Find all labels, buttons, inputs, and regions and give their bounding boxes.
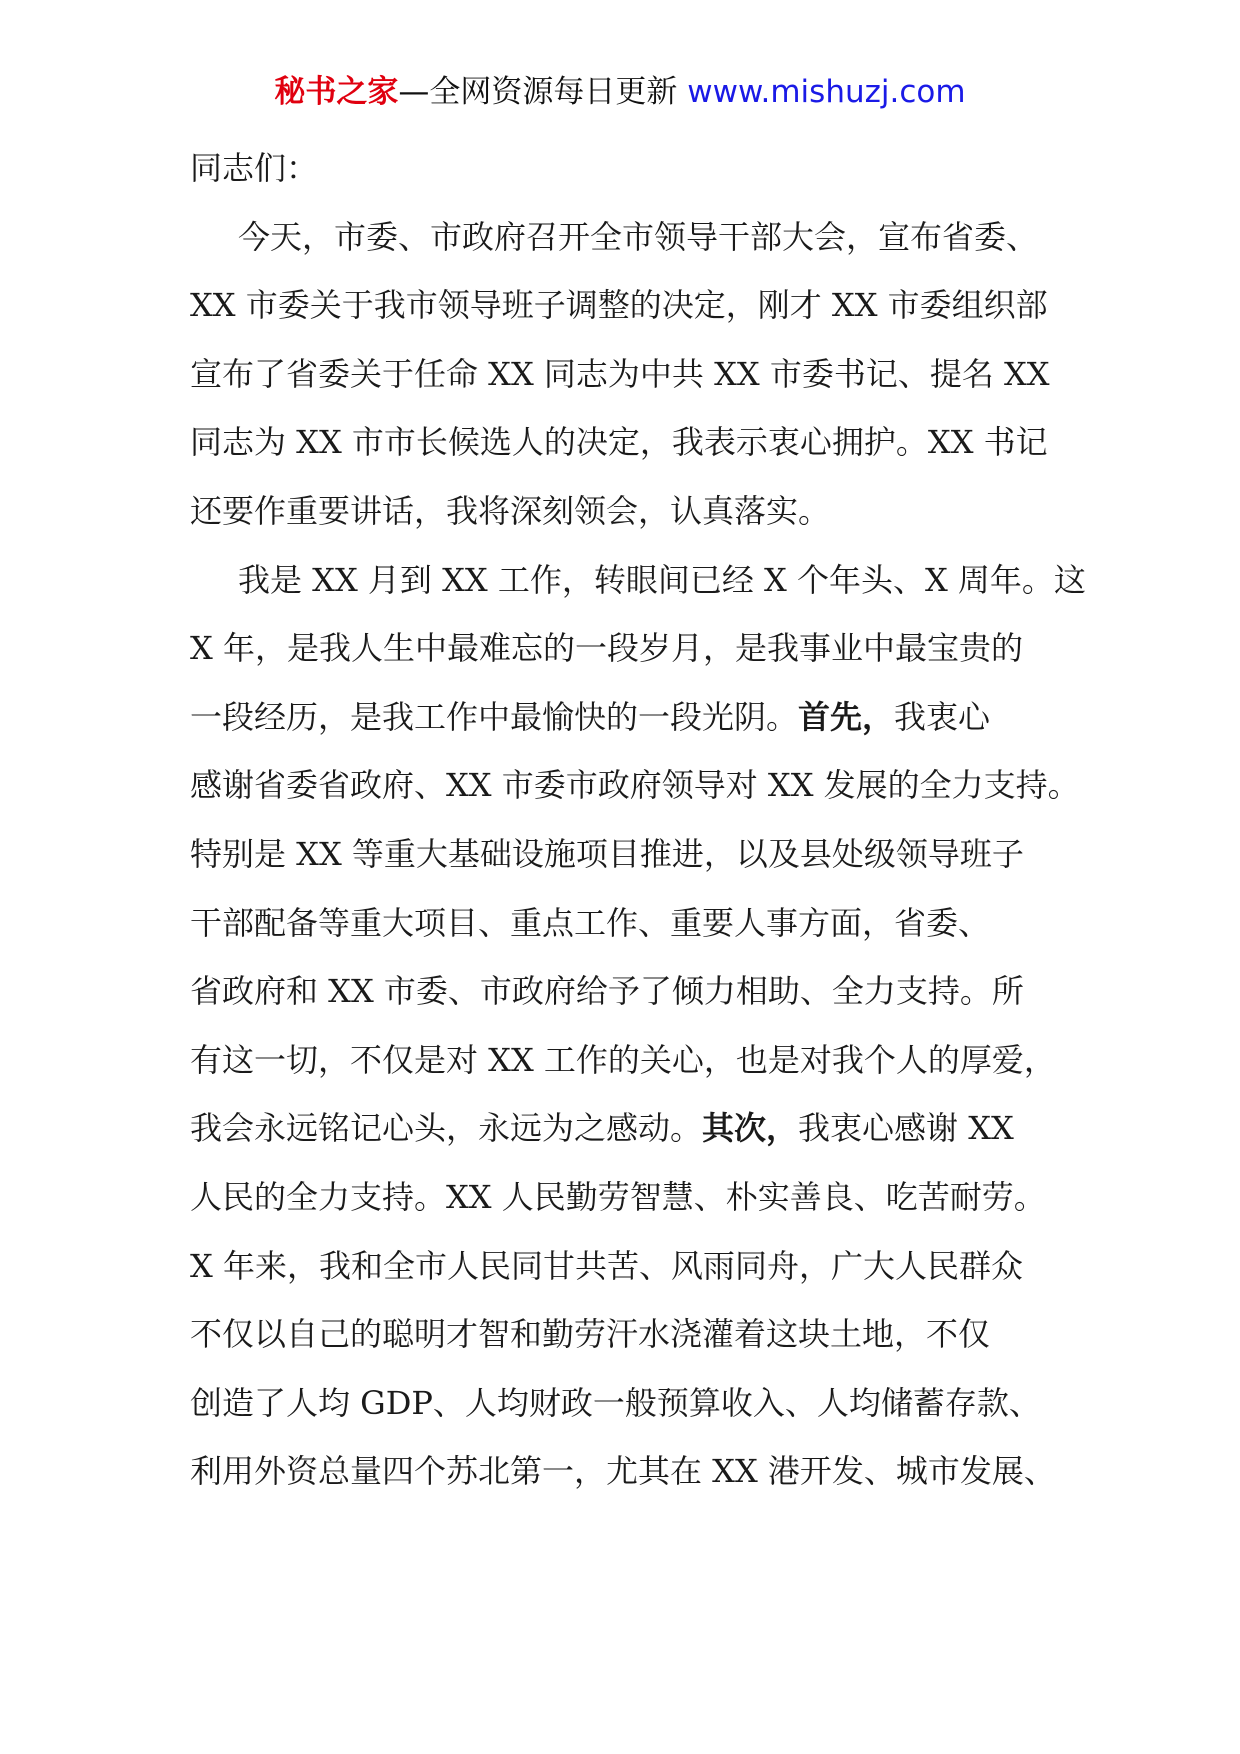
text-segment: 同志为 XX 市市长候选人的决定，我表示衷心拥护。XX 书记 [190,423,1048,462]
text-segment: 还要作重要讲话，我将深刻领会，认真落实。 [190,491,831,530]
site-url-link[interactable]: www.mishuzj.com [687,74,966,110]
paragraph-line [190,751,1090,820]
text-segment: 创造了人均 GDP、人均财政一般预算收入、人均储蓄存款、 [190,1383,1041,1422]
text-segment: X 年，是我人生中最难忘的一段岁月，是我事业中最宝贵的 [190,629,1023,668]
salutation [190,134,1090,203]
paragraph-line [190,1300,1090,1369]
paragraph-line [190,1232,1090,1301]
site-header [0,70,1240,114]
text-segment: 干部配备等重大项目、重点工作、重要人事方面，省委、 [190,903,991,942]
paragraph-line [190,957,1090,1026]
paragraph-line [190,1369,1090,1438]
paragraph-line [190,477,1090,546]
text-segment: 宣布了省委关于任命 XX 同志为中共 XX 市委书记、提名 XX [190,354,1050,393]
brand-name: 秘书之家 [274,74,399,110]
text-segment: 我衷心感谢 XX [798,1109,1014,1148]
text-segment: 我衷心 [894,697,991,736]
paragraph-line [190,820,1090,889]
text-segment: 省政府和 XX 市委、市政府给予了倾力相助、全力支持。所 [190,972,1024,1011]
paragraph-line [190,614,1090,683]
paragraph-line [190,1163,1090,1232]
paragraph-line [190,1437,1090,1506]
text-segment: XX 市委关于我市领导班子调整的决定，刚才 XX 市委组织部 [190,286,1048,325]
emphasis-first: 首先， [798,697,895,736]
text-segment: 我是 XX 月到 XX 工作，转眼间已经 X 个年头、X 周年。这 [238,560,1086,599]
text-segment: 有这一切，不仅是对 XX 工作的关心，也是对我个人的厚爱， [190,1040,1056,1079]
emphasis-second: 其次， [702,1109,799,1148]
text-segment: 今天，市委、市政府召开全市领导干部大会，宣布省委、 [238,217,1039,256]
text-segment: 不仅以自己的聪明才智和勤劳汗水浇灌着这块土地，不仅 [190,1315,991,1354]
text-segment: 利用外资总量四个苏北第一，尤其在 XX 港开发、城市发展、 [190,1452,1056,1491]
paragraph-line [190,683,1090,752]
site-slogan: —全网资源每日更新 [398,74,688,110]
text-segment: 我会永远铭记心头，永远为之感动。 [190,1109,703,1148]
paragraph-line [190,889,1090,958]
speech-body [190,134,1090,1506]
text-segment: 人民的全力支持。XX 人民勤劳智慧、朴实善良、吃苦耐劳。 [190,1177,1046,1216]
paragraph-line [190,1094,1090,1163]
text-segment: 一段经历，是我工作中最愉快的一段光阴。 [190,697,799,736]
paragraph-line [190,203,1090,272]
paragraph-line [190,408,1090,477]
paragraph-line [190,1026,1090,1095]
text-segment: 特别是 XX 等重大基础设施项目推进，以及县处级领导班子 [190,834,1024,873]
paragraph-line [190,546,1090,615]
text-segment: X 年来，我和全市人民同甘共苦、风雨同舟，广大人民群众 [190,1246,1023,1285]
paragraph-line [190,340,1090,409]
text-segment: 同志们： [190,149,319,187]
paragraph-line [190,271,1090,340]
text-segment: 感谢省委省政府、XX 市委市政府领导对 XX 发展的全力支持。 [190,766,1080,805]
